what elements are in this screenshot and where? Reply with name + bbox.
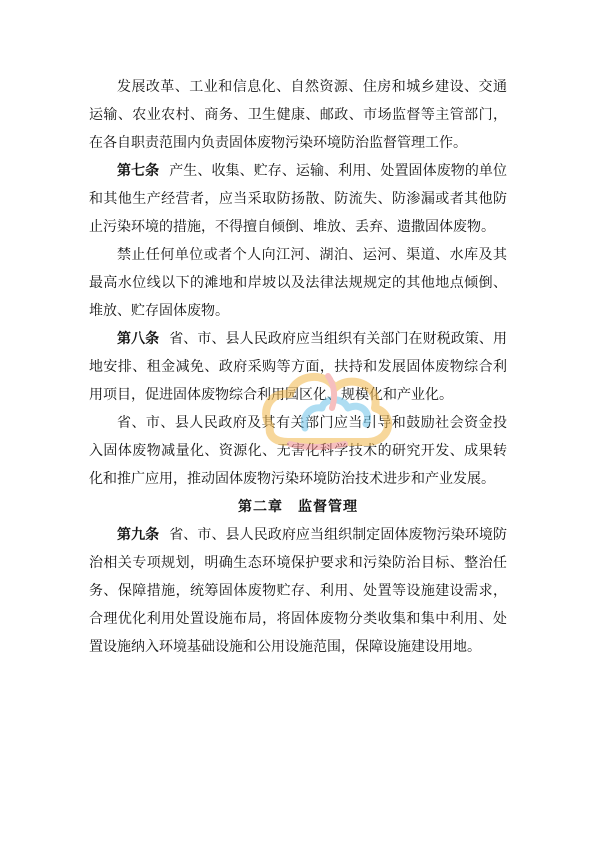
paragraph-3: 禁止任何单位或者个人向江河、湖泊、运河、渠道、水库及其最高水位线以下的滩地和岸坡以及法律法规规定的其他地点倾倒、堆放、贮存固体废物。 (89, 247, 507, 319)
article-7-label: 第七条 (117, 163, 160, 179)
paragraph-1: 发展改革、工业和信息化、自然资源、住房和城乡建设、交通运输、农业农村、商务、卫生健康、邮政、市场监督等主管部门，在各自职责范围内负责固体废物污染环境防治监督管理工作。 (89, 79, 507, 151)
article-9 (89, 521, 507, 661)
article-9-text: 省、市、县人民政府应当组织制定固体废物污染环境防治相关专项规划，明确生态环境保护要求和污染防治目标、整治任务、保障措施，统筹固体废物贮存、利用、处置等设施建设需求，合理优化利用处置设施布局，将固体废物分类收集和集中利用、处置设施纳入环境基础设施和公用设施范围，保障设施建设用地。 (89, 527, 508, 655)
article-8 (89, 325, 507, 409)
article-7 (89, 157, 507, 241)
document-body (89, 73, 507, 661)
chapter-2-heading: 第二章 监督管理 (238, 499, 358, 515)
paragraph-5: 省、市、县人民政府及其有关部门应当引导和鼓励社会资金投入固体废物减量化、资源化、无害化科学技术的研究开发、成果转化和推广应用，推动固体废物污染环境防治技术进步和产业发展。 (89, 415, 507, 487)
article-9-label: 第九条 (117, 527, 160, 543)
article-8-text: 省、市、县人民政府应当组织有关部门在财税政策、用地安排、租金减免、政府采购等方面，扶持和发展固体废物综合利用项目，促进固体废物综合利用园区化、规模化和产业化。 (89, 331, 508, 403)
article-7-text: 产生、收集、贮存、运输、利用、处置固体废物的单位和其他生产经营者，应当采取防扬散、防流失、防渗漏或者其他防止污染环境的措施，不得擅自倾倒、堆放、丢弃、遗撒固体废物。 (89, 163, 508, 235)
article-8-label: 第八条 (117, 331, 160, 347)
